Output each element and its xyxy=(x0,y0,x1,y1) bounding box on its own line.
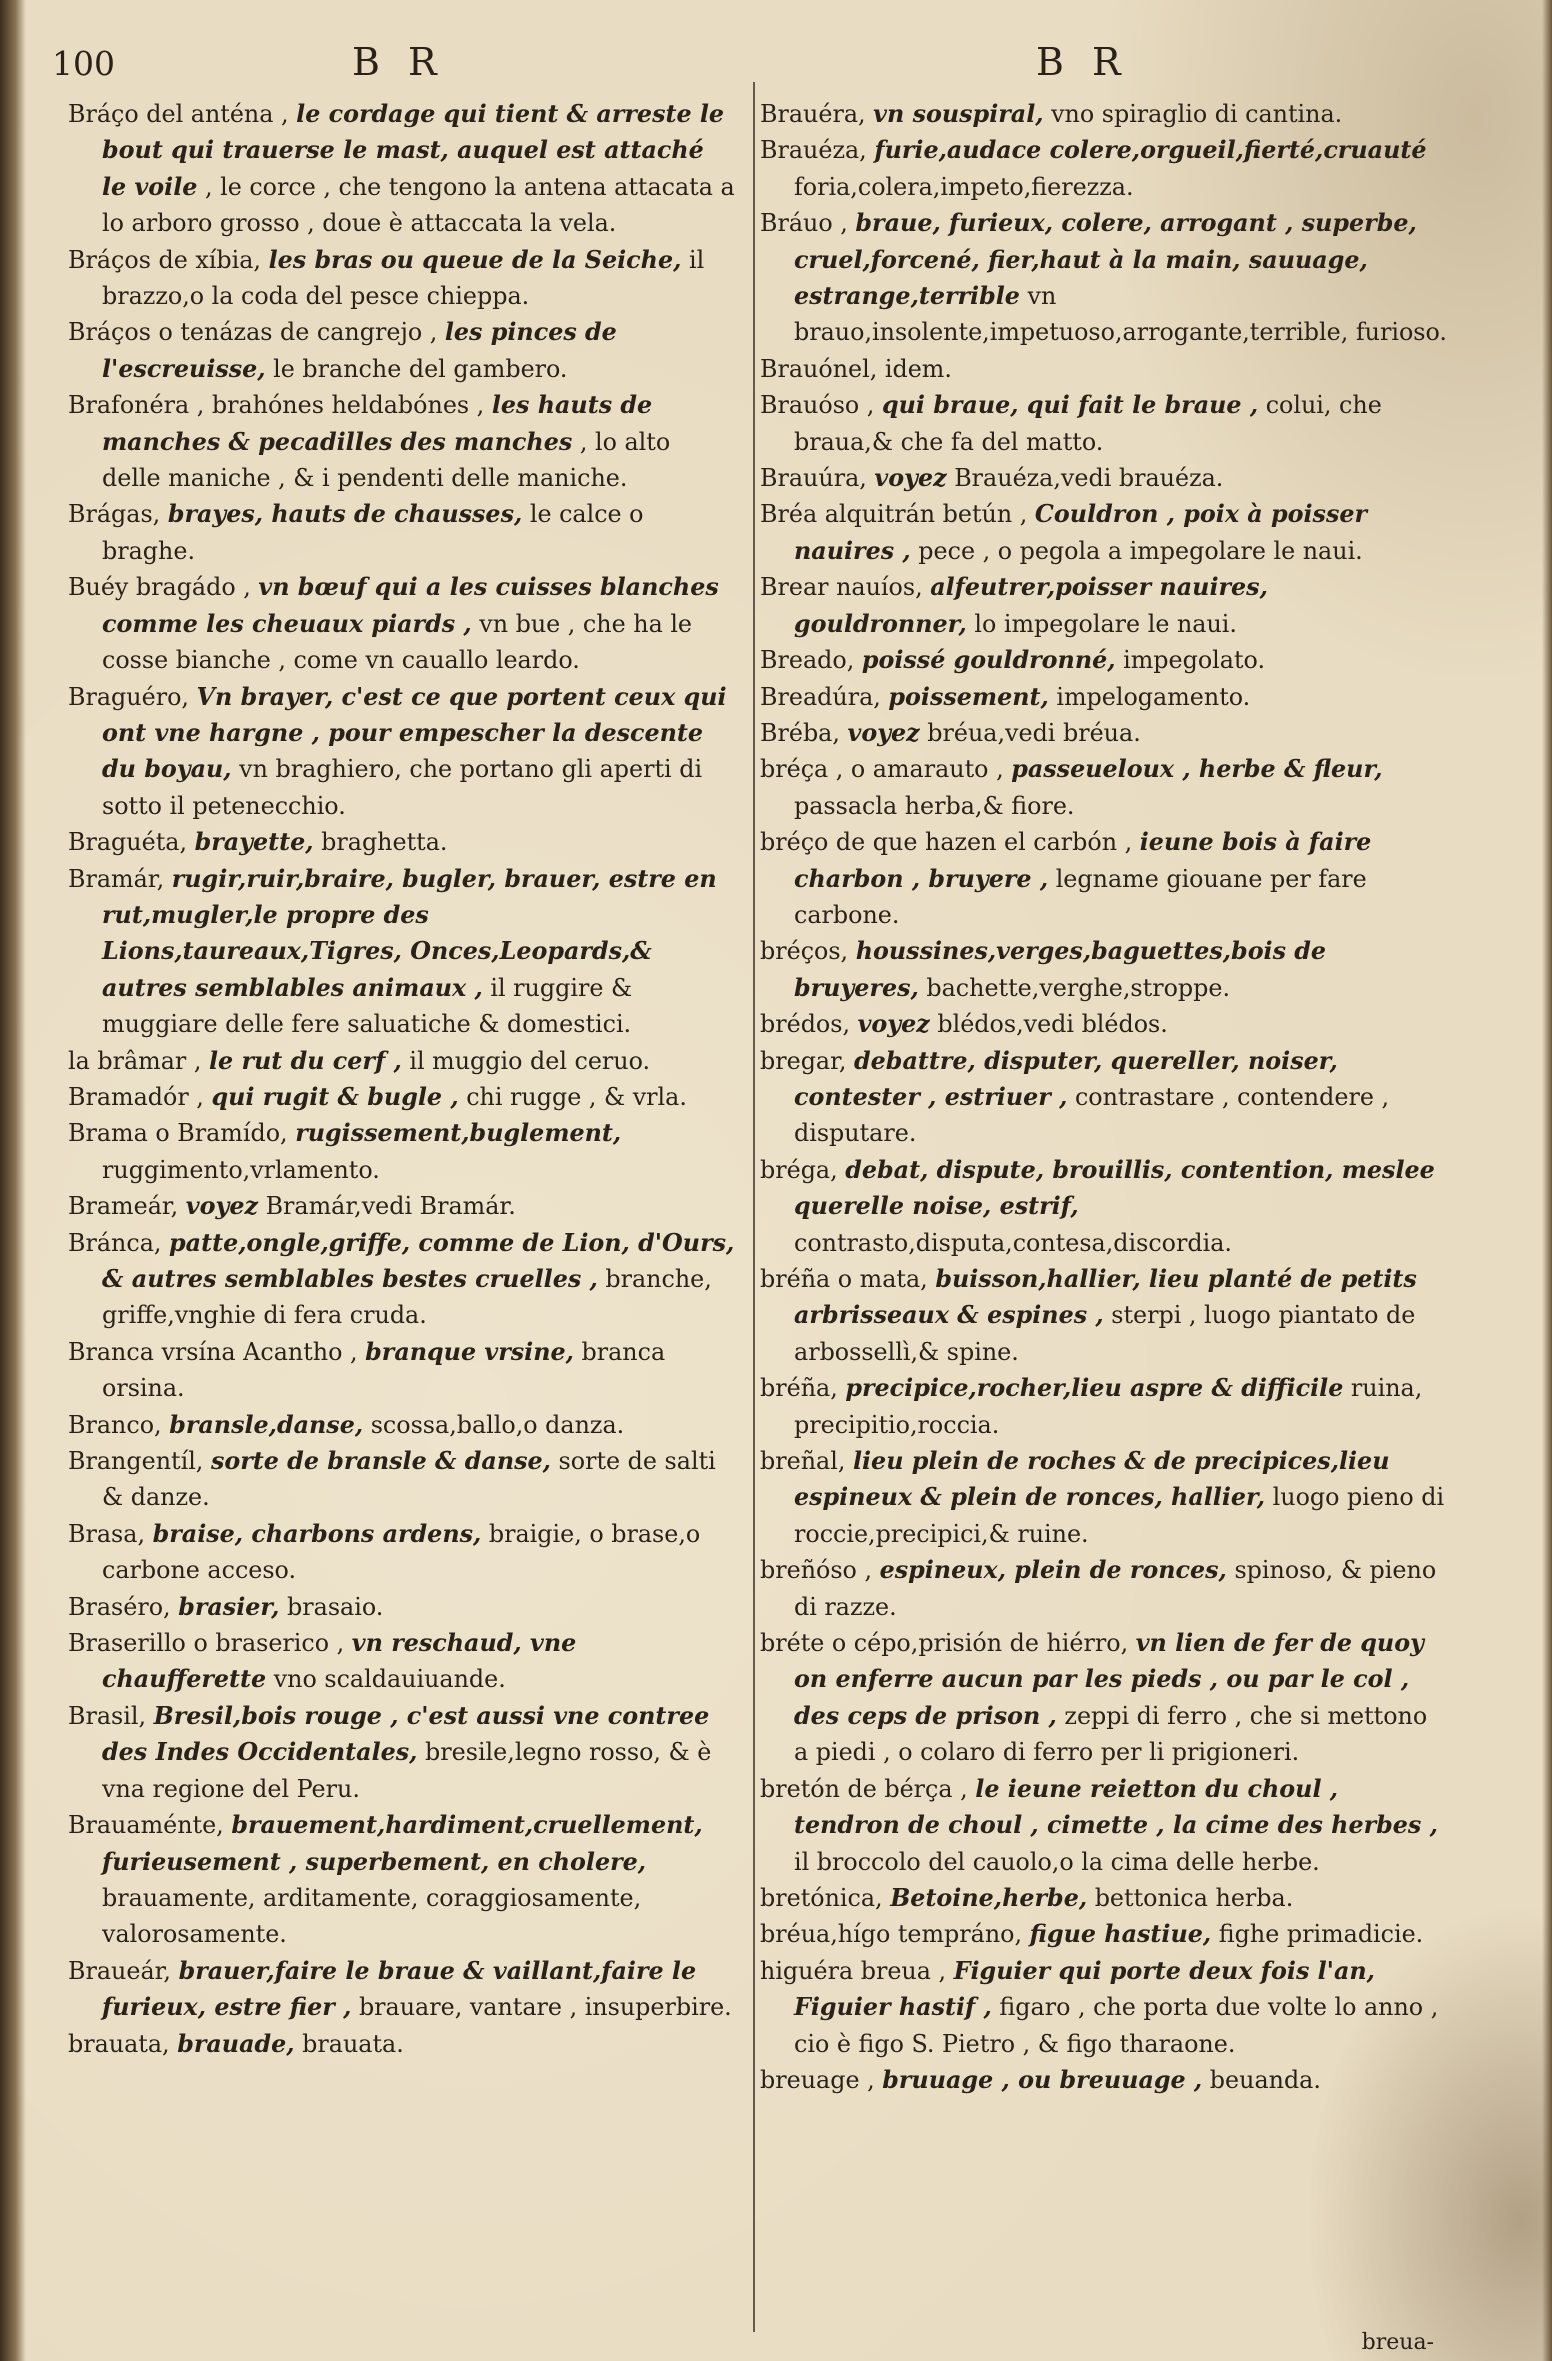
french-gloss: le ieune reietton du choul , tendron de choul , cimette , la cime des herbes , xyxy=(794,1774,1438,1840)
dictionary-entry xyxy=(68,1953,736,2026)
dictionary-entry xyxy=(760,1443,1448,1552)
dictionary-entry xyxy=(68,1079,736,1115)
headword: Bráços de xíbia, xyxy=(68,245,261,274)
french-gloss: le cordage qui tient & arreste le bout qui trauerse le mast, auquel est attaché le voile xyxy=(102,100,725,201)
dictionary-entry xyxy=(760,1552,1448,1625)
french-gloss: branque vrsine, xyxy=(365,1337,574,1366)
dictionary-entry xyxy=(760,2062,1448,2098)
dictionary-entry xyxy=(68,824,736,860)
french-gloss: Couldron , poix à poisser nauires , xyxy=(794,500,1368,565)
italian-gloss: il broccolo del cauolo,o la cima delle herbe. xyxy=(794,1847,1320,1876)
headword: Bréa alquitrán betún , xyxy=(760,500,1028,529)
headword: Bréba, xyxy=(760,718,840,747)
dictionary-entry xyxy=(760,96,1448,132)
italian-gloss: vn brauo,insolente,impetuoso,arrogante,terrible, furioso. xyxy=(794,282,1447,347)
dictionary-entry xyxy=(68,1807,736,1953)
italian-gloss: il brazzo,o la coda del pesce chieppa. xyxy=(102,245,705,311)
french-gloss: vn bœuf qui a les cuisses blanches comme les cheuaux piards , xyxy=(102,573,719,638)
headword: breñal, xyxy=(760,1447,846,1476)
italian-gloss: impelogamento. xyxy=(1056,682,1251,711)
french-gloss: precipice,rocher,lieu aspre & difficile xyxy=(845,1374,1344,1403)
dictionary-entry xyxy=(760,715,1448,751)
dictionary-entry xyxy=(760,933,1448,1006)
headword: Breado, xyxy=(760,646,855,675)
french-gloss: debat, dispute, brouillis, contention, meslee querelle noise, estrif, xyxy=(794,1155,1435,1221)
dictionary-entry xyxy=(760,205,1448,351)
dictionary-entry xyxy=(68,1334,736,1407)
headword: brauata, xyxy=(68,2029,170,2058)
french-gloss: voyez xyxy=(874,464,947,493)
italian-gloss: , le corce , che tengono la antena attacata a lo arboro grosso , doue è attaccata la vela. xyxy=(102,172,735,238)
italian-gloss: luogo pieno di roccie,precipici,& ruine. xyxy=(794,1483,1445,1548)
french-gloss: debattre, disputer, quereller, noiser, contester , estriuer , xyxy=(794,1046,1338,1111)
dictionary-entry xyxy=(68,1043,736,1079)
dictionary-entry xyxy=(760,1261,1448,1370)
french-gloss: brayes, hauts de chausses, xyxy=(167,500,523,529)
italian-gloss: brauata. xyxy=(302,2029,404,2058)
dictionary-entry xyxy=(760,642,1448,678)
dictionary-entry xyxy=(760,1916,1448,1952)
french-gloss: braue, furieux, colere, arrogant , superbe, cruel,forcené, fier,haut à la main, sauuage, estrange,terrible xyxy=(794,209,1417,311)
dictionary-entry xyxy=(760,1370,1448,1443)
dictionary-entry xyxy=(68,1115,736,1188)
headword: bréços, xyxy=(760,937,849,966)
dictionary-entry xyxy=(760,1953,1448,2062)
headword: bréua,hígo tempráno, xyxy=(760,1920,1023,1949)
headword: bregar, xyxy=(760,1046,847,1075)
dictionary-entry xyxy=(760,569,1448,642)
dictionary-entry xyxy=(68,1625,736,1698)
headword: Braueár, xyxy=(68,1956,171,1985)
italian-gloss: bettonica herba. xyxy=(1094,1883,1294,1912)
running-head-right: B R xyxy=(1036,40,1129,84)
headword: Brasa, xyxy=(68,1519,146,1548)
headword: Bramár, xyxy=(68,864,165,893)
italian-gloss: fighe primadicie. xyxy=(1218,1920,1424,1949)
dictionary-entry xyxy=(68,96,736,242)
italian-gloss: figaro , che porta due volte lo anno , cio è figo S. Pietro , & figo tharaone. xyxy=(794,1993,1439,2058)
headword: Brauéza, xyxy=(760,136,867,165)
italian-gloss: zeppi di ferro , che si mettono a piedi , o colaro di ferro per li prigioneri. xyxy=(794,1701,1428,1767)
headword: bréña o mata, xyxy=(760,1265,928,1293)
french-gloss: Figuier qui porte deux fois l'an, Figuier hastif , xyxy=(794,1956,1375,2022)
headword: Brangentíl, xyxy=(68,1447,204,1476)
dictionary-entry xyxy=(68,496,736,569)
italian-gloss: idem. xyxy=(884,354,952,383)
french-gloss: Bresil,bois rouge , c'est aussi vne contree des Indes Occidentales, xyxy=(102,1701,710,1767)
italian-gloss: il ruggire & muggiare delle fere saluatiche & domestici. xyxy=(102,973,633,1039)
dictionary-entry xyxy=(760,132,1448,205)
french-gloss: espineux, plein de ronces, xyxy=(879,1556,1227,1585)
headword: Bráuo , xyxy=(760,209,848,238)
french-gloss: voyez xyxy=(847,718,920,747)
italian-gloss: contrasto,disputa,contesa,discordia. xyxy=(794,1228,1232,1257)
dictionary-entry xyxy=(68,242,736,315)
italian-gloss: bréua,vedi bréua. xyxy=(927,718,1141,747)
french-gloss: les hauts de manches & pecadilles des manches xyxy=(102,391,653,456)
left-column xyxy=(68,96,736,2062)
headword: Braséro, xyxy=(68,1592,171,1621)
headword: Brasil, xyxy=(68,1701,147,1730)
dictionary-entry xyxy=(68,387,736,496)
french-gloss: ieune bois à faire charbon , bruyere , xyxy=(794,828,1372,893)
french-gloss: braise, charbons ardens, xyxy=(152,1519,482,1548)
french-gloss: le rut du cerf , xyxy=(209,1046,402,1075)
dictionary-entry xyxy=(760,496,1448,569)
italian-gloss: Bramár,vedi Bramár. xyxy=(265,1192,516,1221)
headword: bréga, xyxy=(760,1155,838,1184)
headword: Braguéro, xyxy=(68,682,189,711)
italian-gloss: branca orsina. xyxy=(102,1337,666,1403)
headword: Brágas, xyxy=(68,500,161,529)
headword: Branca vrsína Acantho , xyxy=(68,1337,358,1366)
right-column xyxy=(760,96,1448,2098)
french-gloss: bruuage , ou breuuage , xyxy=(882,2065,1203,2094)
italian-gloss: pece , o pegola a impegolare le naui. xyxy=(918,536,1363,565)
italian-gloss: vn bue , che ha le cosse bianche , come vn cauallo leardo. xyxy=(102,609,693,675)
french-gloss: buisson,hallier, lieu planté de petits arbrisseaux & espines , xyxy=(794,1265,1417,1330)
headword: Brauaménte, xyxy=(68,1811,224,1840)
french-gloss: brauer,faire le braue & vaillant,faire le furieux, estre fier , xyxy=(102,1956,697,2022)
headword: Bráços o tenázas de cangrejo , xyxy=(68,318,438,347)
dictionary-entry xyxy=(760,351,1448,387)
italian-gloss: vn braghiero, che portano gli aperti di sotto il petenecchio. xyxy=(102,755,703,820)
headword: bréña, xyxy=(760,1374,838,1403)
italian-gloss: branche, griffe,vnghie di fera cruda. xyxy=(102,1265,712,1330)
headword: Breadúra, xyxy=(760,682,881,711)
headword: bréte o cépo,prisión de hiérro, xyxy=(760,1629,1129,1658)
headword: breñóso , xyxy=(760,1556,873,1585)
italian-gloss: brauare, vantare , insuperbire. xyxy=(358,1993,732,2022)
italian-gloss: brasaio. xyxy=(287,1592,384,1621)
italian-gloss: chi rugge , & vrla. xyxy=(466,1082,687,1111)
running-head-left: B R xyxy=(352,40,445,84)
catchword: breua- xyxy=(1361,2330,1434,2355)
headword: bretón de bérça , xyxy=(760,1774,968,1803)
italian-gloss: Brauéza,vedi brauéza. xyxy=(954,464,1224,493)
italian-gloss: braghetta. xyxy=(321,828,448,857)
italian-gloss: scossa,ballo,o danza. xyxy=(370,1410,625,1439)
french-gloss: vn lien de fer de quoy on enferre aucun par les pieds , ou par le col , des ceps de prison , xyxy=(794,1629,1424,1730)
headword: Branco, xyxy=(68,1410,162,1439)
italian-gloss: bachette,verghe,stroppe. xyxy=(926,973,1231,1002)
page-header xyxy=(0,40,1552,90)
french-gloss: poissé gouldronné, xyxy=(861,646,1116,675)
headword: bréço de que hazen el carbón , xyxy=(760,828,1133,857)
french-gloss: rugir,ruir,braire, bugler, brauer, estre en rut,mugler,le propre des Lions,taureaux,Tigres, Onces,Leopards,& autres semblables animaux , xyxy=(102,864,717,1002)
headword: Brameár, xyxy=(68,1192,179,1221)
french-gloss: poissement, xyxy=(888,682,1049,711)
italian-gloss: foria,colera,impeto,fierezza. xyxy=(794,172,1134,201)
french-gloss: qui braue, qui fait le braue , xyxy=(881,391,1259,420)
italian-gloss: le calce o braghe. xyxy=(102,500,644,565)
french-gloss: sorte de bransle & danse, xyxy=(210,1447,551,1476)
italian-gloss: beuanda. xyxy=(1209,2065,1321,2094)
dictionary-entry xyxy=(760,1771,1448,1880)
headword: brédos, xyxy=(760,1010,851,1039)
dictionary-entry xyxy=(760,1880,1448,1916)
dictionary-entry xyxy=(760,679,1448,715)
headword: breuage , xyxy=(760,2065,875,2094)
headword: Bránca, xyxy=(68,1228,162,1257)
headword: Braguéta, xyxy=(68,828,188,857)
italian-gloss: sterpi , luogo piantato de arbossellì,& spine. xyxy=(794,1301,1416,1366)
french-gloss: vn reschaud, vne chaufferette xyxy=(102,1629,577,1694)
italian-gloss: blédos,vedi blédos. xyxy=(937,1010,1168,1039)
headword: Braserillo o braserico , xyxy=(68,1629,345,1658)
binding-shadow xyxy=(0,0,26,2361)
dictionary-entry xyxy=(760,751,1448,824)
dictionary-entry xyxy=(68,2026,736,2062)
dictionary-entry xyxy=(760,1625,1448,1771)
french-gloss: les pinces de l'escreuisse, xyxy=(102,318,617,383)
headword: Bramadór , xyxy=(68,1082,204,1111)
dictionary-entry xyxy=(68,569,736,678)
headword: Brafonéra , brahónes heldabónes , xyxy=(68,391,485,420)
italian-gloss: , lo alto delle maniche , & i pendenti delle maniche. xyxy=(102,427,671,493)
headword: Brauónel, xyxy=(760,354,878,383)
french-gloss: brayette, xyxy=(194,828,314,857)
dictionary-entry xyxy=(68,1188,736,1224)
french-gloss: vn souspiral, xyxy=(873,100,1044,128)
headword: bréça , o amarauto , xyxy=(760,755,1004,784)
italian-gloss: colui, che braua,& che fa del matto. xyxy=(794,391,1382,456)
french-gloss: patte,ongle,griffe, comme de Lion, d'Ours, & autres semblables bestes cruelles , xyxy=(102,1228,735,1293)
column-rule xyxy=(753,82,755,2332)
dictionary-entry xyxy=(68,1516,736,1589)
dictionary-entry xyxy=(68,1698,736,1807)
italian-gloss: contrastare , contendere , disputare. xyxy=(794,1082,1390,1148)
headword: Brauóso , xyxy=(760,391,875,420)
italian-gloss: il muggio del ceruo. xyxy=(409,1046,651,1075)
headword: Brauúra, xyxy=(760,464,867,493)
dictionary-entry xyxy=(68,1225,736,1334)
headword: la brâmar , xyxy=(68,1046,202,1075)
page-edge xyxy=(1542,0,1552,2361)
dictionary-entry xyxy=(68,861,736,1043)
french-gloss: Betoine,herbe, xyxy=(890,1883,1088,1912)
dictionary-entry xyxy=(760,1152,1448,1261)
french-gloss: voyez xyxy=(185,1192,258,1221)
headword: bretónica, xyxy=(760,1883,883,1912)
french-gloss: brauade, xyxy=(177,2029,295,2058)
italian-gloss: ruina, precipitio,roccia. xyxy=(794,1374,1423,1439)
dictionary-entry xyxy=(68,314,736,387)
italian-gloss: vno spiraglio di cantina. xyxy=(1051,100,1343,128)
dictionary-entry xyxy=(68,679,736,825)
french-gloss: passeueloux , herbe & fleur, xyxy=(1011,755,1383,784)
italian-gloss: sorte de salti & danze. xyxy=(102,1447,716,1512)
french-gloss: Vn brayer, c'est ce que portent ceux qui ont vne hargne , pour empescher la descente du boyau, xyxy=(102,682,727,784)
headword: higuéra breua , xyxy=(760,1956,947,1985)
french-gloss: brasier, xyxy=(178,1592,280,1621)
headword: Bráço del anténa , xyxy=(68,100,289,128)
headword: Brauéra, xyxy=(760,100,866,128)
italian-gloss: legname giouane per fare carbone. xyxy=(794,864,1367,929)
dictionary-entry xyxy=(760,824,1448,933)
headword: Brama o Bramído, xyxy=(68,1119,288,1148)
italian-gloss: brauamente, arditamente, coraggiosamente, valorosamente. xyxy=(102,1883,642,1949)
dictionary-entry xyxy=(760,1006,1448,1042)
dictionary-entry xyxy=(68,1407,736,1443)
french-gloss: lieu plein de roches & de precipices,lieu espineux & plein de ronces, hallier, xyxy=(794,1447,1390,1512)
french-gloss: qui rugit & bugle , xyxy=(211,1082,459,1111)
italian-gloss: lo impegolare le naui. xyxy=(974,609,1237,638)
french-gloss: voyez xyxy=(857,1010,930,1039)
italian-gloss: vno scaldauiuande. xyxy=(273,1665,506,1694)
italian-gloss: le branche del gambero. xyxy=(273,354,568,383)
french-gloss: rugissement,buglement, xyxy=(295,1119,622,1148)
page-number: 100 xyxy=(52,44,115,83)
french-gloss: furie,audace colere,orgueil,fierté,cruauté xyxy=(874,136,1427,165)
italian-gloss: passacla herba,& fiore. xyxy=(794,791,1075,820)
dictionary-entry xyxy=(760,387,1448,460)
dictionary-entry xyxy=(68,1443,736,1516)
dictionary-entry xyxy=(760,460,1448,496)
french-gloss: brauement,hardiment,cruellement, furieusement , superbement, en cholere, xyxy=(102,1811,703,1876)
dictionary-entry xyxy=(68,1589,736,1625)
french-gloss: figue hastiue, xyxy=(1029,1920,1212,1949)
french-gloss: houssines,verges,baguettes,bois de bruyeres, xyxy=(794,937,1327,1002)
italian-gloss: spinoso, & pieno di razze. xyxy=(794,1556,1437,1621)
french-gloss: alfeutrer,poisser nauires, gouldronner, xyxy=(794,573,1268,638)
italian-gloss: ruggimento,vrlamento. xyxy=(102,1155,380,1184)
dictionary-entry xyxy=(760,1043,1448,1152)
italian-gloss: braigie, o brase,o carbone acceso. xyxy=(102,1519,701,1585)
french-gloss: bransle,danse, xyxy=(169,1410,364,1439)
headword: Buéy bragádo , xyxy=(68,573,251,602)
italian-gloss: impegolato. xyxy=(1123,646,1266,675)
headword: Brear nauíos, xyxy=(760,573,923,602)
italian-gloss: bresile,legno rosso, & è vna regione del Peru. xyxy=(102,1738,712,1803)
french-gloss: les bras ou queue de la Seiche, xyxy=(268,245,682,274)
